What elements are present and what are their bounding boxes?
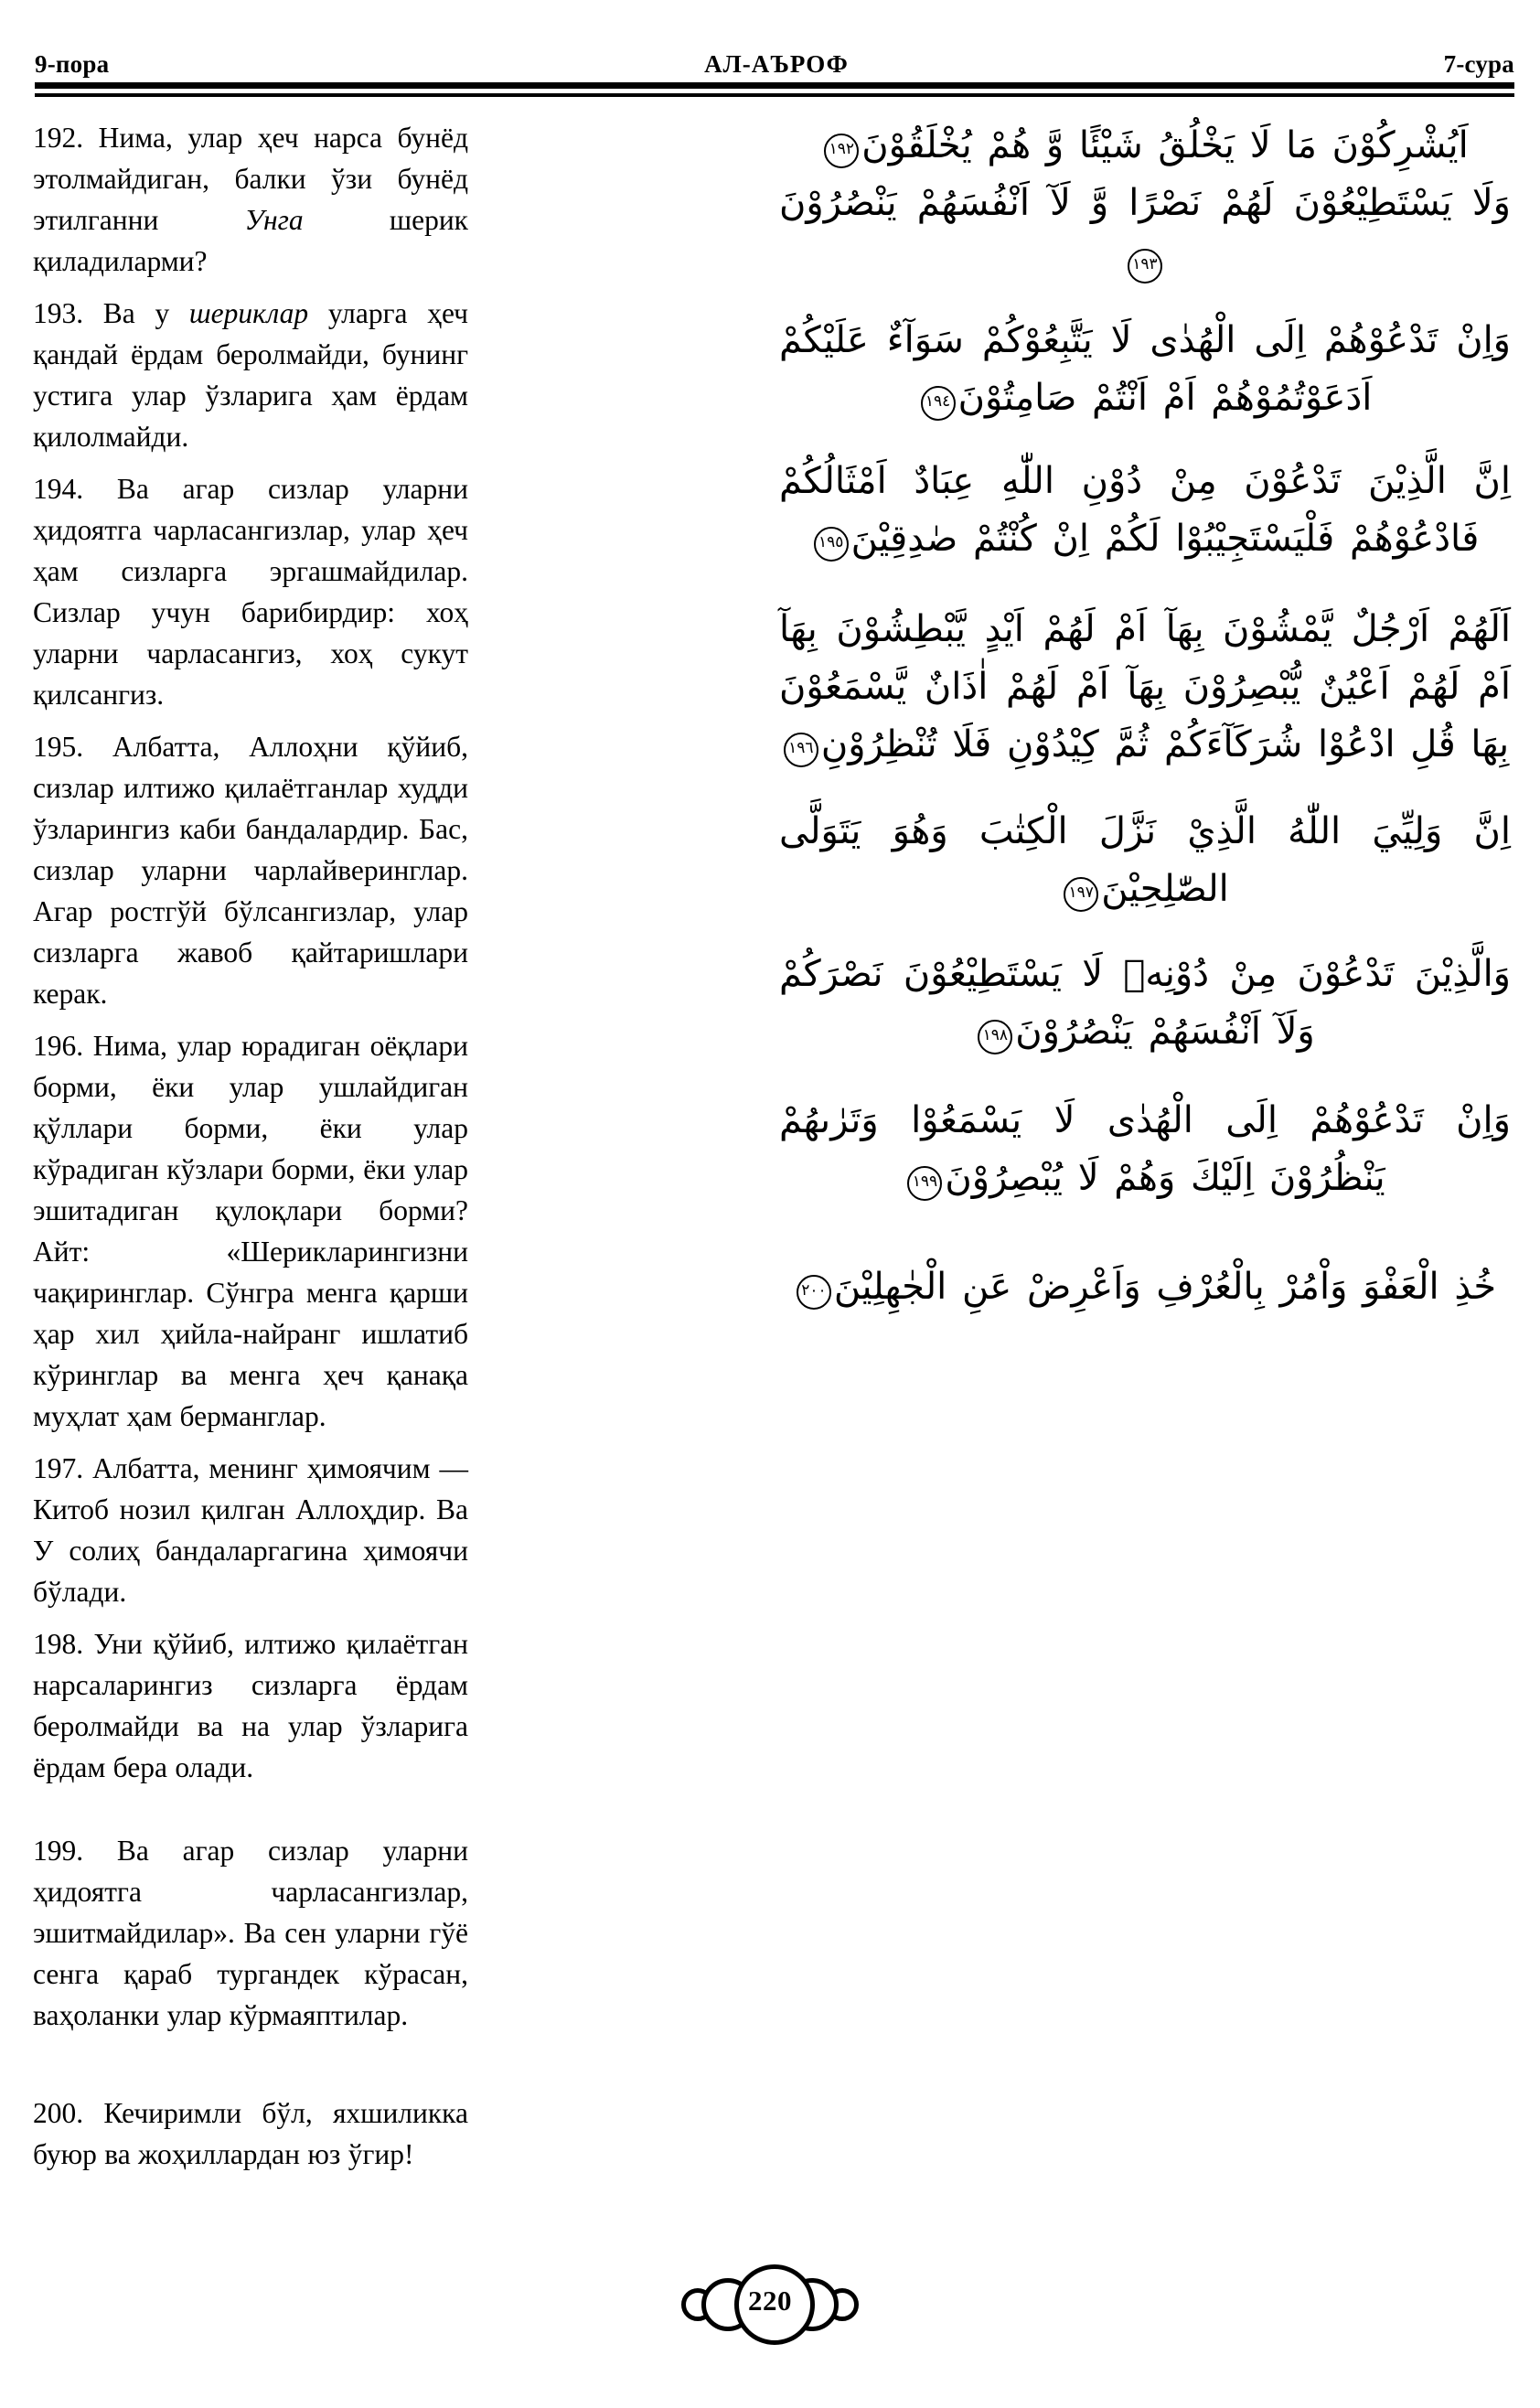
verse-emphasis-192: Унга	[244, 204, 304, 236]
arabic-ayah-197	[779, 803, 1511, 918]
ayah-marker-199: ١٩٩	[907, 1166, 942, 1201]
verse-text-193-a: Ва у	[83, 297, 189, 329]
arabic-ayah-198	[779, 946, 1511, 1061]
arabic-ayah-text-199	[779, 1092, 1511, 1207]
uzbek-verse-195	[33, 726, 468, 1014]
arabic-ayah-196	[779, 601, 1511, 774]
arabic-ayah-199	[779, 1092, 1511, 1207]
verse-text-193-b: уларга ҳеч қандай ёрдам беролмайди, бунинг устига улар ўзларига ҳам ёрдам қилолмайди.	[33, 297, 468, 453]
arabic-text-192: اَيُشْرِكُوْنَ مَا لَا يَخْلُقُ شَيْئًا وَّ هُمْ يُخْلَقُوْنَ	[861, 124, 1469, 166]
verse-text-192-a: Нима, улар ҳеч нарса бунёд этолмайдиган, балки ўзи бунёд этилганни	[33, 122, 468, 236]
arabic-ayah-text-194	[779, 312, 1511, 427]
uzbek-verse-200	[33, 2092, 468, 2175]
uzbek-verse-199	[33, 1830, 468, 2036]
verse-text-195: Албатта, Аллоҳни қўйиб, сизлар илтижо қилаётганлар худди ўзларингиз каби бандалардир. Бас, сизлар уларни чарлайверинглар. Агар ростгўй бўлсангизлар, улар сизларга жавоб қайтаришлари керак.	[33, 731, 468, 1010]
ayah-marker-200: ٢٠٠	[797, 1275, 831, 1310]
verse-number-200: 200.	[33, 2097, 84, 2129]
arabic-ayah-text-197	[779, 803, 1511, 918]
verse-number-193: 193.	[33, 297, 84, 329]
uzbek-verse-193	[33, 293, 468, 457]
uzbek-verse-196	[33, 1025, 468, 1437]
ayah-marker-198: ١٩٨	[978, 1020, 1012, 1054]
folio-area	[0, 2258, 1540, 2342]
arabic-text-194: وَاِنْ تَدْعُوْهُمْ اِلَى الْهُدٰى لَا يَتَّبِعُوْكُمْ سَوَآءٌ عَلَيْكُمْ اَدَعَوْتُمُوْهُمْ اَمْ اَنْتُمْ صَامِتُوْنَ	[779, 319, 1511, 419]
verse-text-194: Ва агар сизлар уларни ҳидоятга чарласангизлар, улар ҳеч ҳам сизларга эргашмайдилар. Сизлар учун барибирдир: хоҳ уларни чарласангиз, хоҳ сукут қилсангиз.	[33, 473, 468, 711]
arabic-text-197: اِنَّ وَلِيِّيَ اللّٰهُ الَّذِيْ نَزَّلَ الْكِتٰبَ وَهُوَ يَتَوَلَّى الصّٰلِحِيْنَ	[779, 810, 1511, 910]
arabic-text-193: وَلَا يَسْتَطِيْعُوْنَ لَهُمْ نَصْرًا وَّ لَآ اَنْفُسَهُمْ يَنْصُرُوْنَ	[779, 182, 1511, 224]
uzbek-translation-column	[33, 117, 468, 2253]
uzbek-verse-197	[33, 1448, 468, 1612]
arabic-ayah-text-200	[779, 1258, 1511, 1316]
arabic-text-199: وَاِنْ تَدْعُوْهُمْ اِلَى الْهُدٰى لَا يَسْمَعُوْا وَتَرٰىهُمْ يَنْظُرُوْنَ اِلَيْكَ وَهُمْ لَا يُبْصِرُوْنَ	[779, 1099, 1511, 1199]
running-head-juz: 9-пора	[35, 50, 110, 78]
arabic-text-196: اَلَهُمْ اَرْجُلٌ يَّمْشُوْنَ بِهَآ اَمْ لَهُمْ اَيْدٍ يَّبْطِشُوْنَ بِهَآ اَمْ لَهُمْ اَعْيُنٌ يُّبْصِرُوْنَ بِهَآ اَمْ لَهُمْ اٰذَانٌ يَّسْمَعُوْنَ بِهَا قُلِ ادْعُوْا شُرَكَآءَكُمْ ثُمَّ كِيْدُوْنِ فَلَا تُنْظِرُوْنِ	[779, 608, 1511, 765]
verse-number-195: 195.	[33, 731, 84, 763]
arabic-text-195: اِنَّ الَّذِيْنَ تَدْعُوْنَ مِنْ دُوْنِ اللّٰهِ عِبَادٌ اَمْثَالُكُمْ فَادْعُوْهُمْ فَلْيَسْتَجِيْبُوْا لَكُمْ اِنْ كُنْتُمْ صٰدِقِيْنَ	[779, 460, 1511, 560]
ayah-marker-196: ١٩٦	[784, 733, 818, 767]
ayah-marker-195: ١٩٥	[814, 527, 849, 562]
verse-number-197: 197.	[33, 1452, 84, 1484]
arabic-ayah-text-196	[779, 601, 1511, 774]
uzbek-verse-194	[33, 468, 468, 715]
verse-number-194: 194.	[33, 473, 84, 505]
header-rule-thin	[35, 93, 1514, 97]
ayah-marker-192: ١٩٢	[824, 134, 859, 168]
verse-text-198: Уни қўйиб, илтижо қилаётган нарсаларингиз сизларга ёрдам беролмайди ва на улар ўзларига ёрдам бера олади.	[33, 1628, 468, 1783]
arabic-ayah-text-198	[779, 946, 1511, 1061]
arabic-quran-column	[779, 117, 1511, 2253]
verse-number-198: 198.	[33, 1628, 84, 1660]
arabic-ayah-text-193	[779, 175, 1511, 290]
arabic-ayah-195	[779, 453, 1511, 568]
verse-number-192: 192.	[33, 122, 84, 154]
arabic-text-198: وَالَّذِيْنَ تَدْعُوْنَ مِنْ دُوْنِهٖ لَا يَسْتَطِيْعُوْنَ نَصْرَكُمْ وَلَآ اَنْفُسَهُمْ يَنْصُرُوْنَ	[779, 953, 1511, 1053]
verse-text-196: Нима, улар юрадиган оёқлари борми, ёки улар ушлайдиган қўллари борми, ёки улар кўрадиган кўзлари борми, ёки улар эшитадиган қулоқлари борми? Айт: «Шерикларингизни чақиринглар. Сўнгра менга қарши ҳар хил ҳийла-найранг ишлатиб кўринглар ва менга ҳеч қанақа муҳлат ҳам берманглар.	[33, 1030, 468, 1432]
arabic-ayah-text-195	[779, 453, 1511, 568]
ayah-marker-193: ١٩٣	[1128, 249, 1162, 284]
header-rule-thick	[35, 82, 1514, 89]
arabic-ayah-194	[779, 312, 1511, 427]
uzbek-verse-198	[33, 1623, 468, 1788]
verse-text-200: Кечиримли бўл, яхшиликка буюр ва жоҳиллардан юз ўгир!	[33, 2097, 468, 2170]
arabic-ayah-200	[779, 1258, 1511, 1316]
arabic-text-200: خُذِ الْعَفْوَ وَاْمُرْ بِالْعُرْفِ وَاَعْرِضْ عَنِ الْجٰهِلِيْنَ	[833, 1266, 1497, 1308]
arabic-ayah-192	[779, 117, 1511, 175]
arabic-ayah-text-192	[779, 117, 1511, 175]
ayah-marker-197: ١٩٧	[1064, 877, 1098, 912]
page-columns	[0, 117, 1540, 2253]
arabic-ayah-193	[779, 175, 1511, 290]
page-number-cartouche-ornament	[676, 2261, 864, 2339]
verse-number-196: 196.	[33, 1030, 84, 1062]
running-head-row	[35, 37, 1514, 79]
ayah-marker-194: ١٩٤	[921, 386, 956, 421]
verse-text-199: Ва агар сизлар уларни ҳидоятга чарласангизлар, эшитмайдилар». Ва сен уларни гўё сенга қараб тургандек кўрасан, ваҳоланки улар кўрмаяптилар.	[33, 1835, 468, 2031]
running-head	[35, 37, 1514, 93]
running-head-surah-number: 7-сура	[1443, 50, 1514, 78]
verse-emphasis-193: шериклар	[188, 297, 309, 329]
verse-text-192-b: шерик қиладиларми?	[33, 204, 468, 277]
verse-text-197: Албатта, менинг ҳимоячим — Китоб нозил қилган Аллоҳдир. Ва У солиҳ бандаларгагина ҳимоячи бўлади.	[33, 1452, 468, 1608]
running-head-surah-name: АЛ-АЪРОФ	[704, 50, 849, 78]
verse-number-199: 199.	[33, 1835, 84, 1867]
uzbek-verse-192	[33, 117, 468, 282]
page-number: 220	[745, 2286, 795, 2315]
